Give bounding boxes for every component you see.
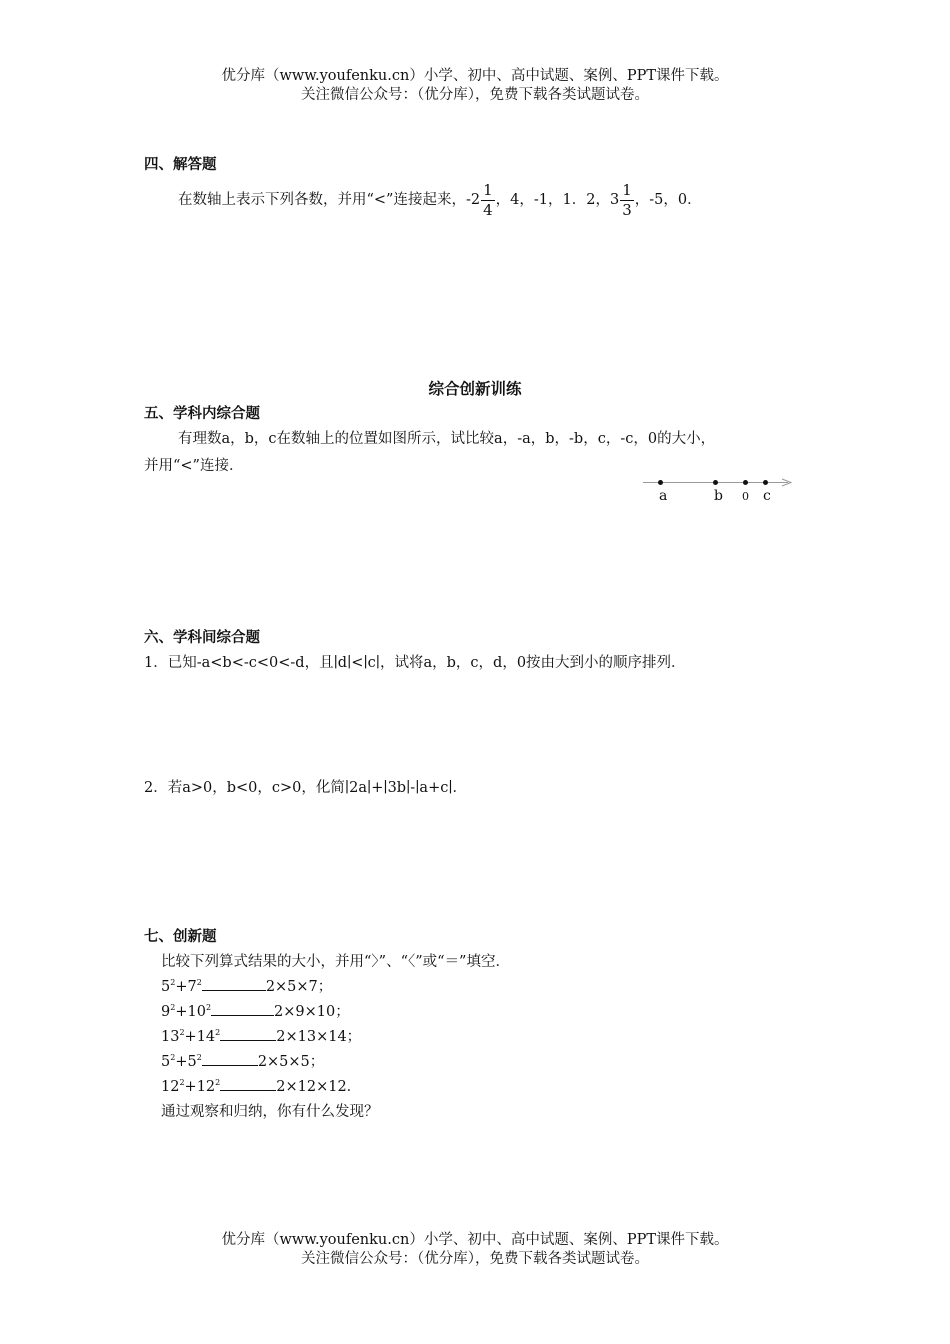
section6-question-1: 1．已知-a<b<-c<0<-d，且∣d∣<∣c∣，试将a，b，c，d，0按由大到小的顺序排列． [144,655,686,671]
rhs-product: 2×5×7； [265,979,333,995]
rhs-product: 2×13×14； [276,1029,362,1045]
term-b: 12 [196,1079,216,1095]
section7-question: 通过观察和归纳，你有什么发现？ [161,1104,379,1120]
term-b: 7 [187,979,197,995]
footer-line-1: 优分库（www.youfenku.cn）小学、初中、高中试题、案例、PPT课件下载。 [221,1232,729,1248]
answer-blank[interactable] [211,1003,274,1016]
point-b-dot [713,480,718,485]
exponent: 2 [170,1053,176,1062]
plus-sign: + [184,1079,197,1095]
part-title: 综合创新训练 [428,380,522,398]
section5-title: 五、学科内综合题 [144,406,260,422]
label-c: c [763,488,771,504]
label-zero: 0 [742,490,749,503]
answer-blank[interactable] [220,1078,276,1091]
rhs-product: 2×12×12． [276,1079,362,1095]
expression-row [161,975,332,996]
section4-mid: ，4，-1，1．2， [495,192,610,208]
fraction-one-quarter [481,181,495,220]
n1-numerator: 1 [483,180,493,199]
exponent: 2 [205,1003,212,1012]
label-b: b [714,488,723,504]
plus-sign: + [175,979,188,995]
answer-blank[interactable] [202,1053,258,1066]
exponent: 2 [215,1078,221,1087]
number-line-axis [643,476,798,488]
section5-line-1: 有理数a，b，c在数轴上的位置如图所示，试比较a，-a，b，-b，c，-c，0的大小， [178,431,716,447]
answer-blank[interactable] [220,1028,276,1041]
rhs-product: 2×5×5； [257,1054,325,1070]
exponent: 2 [196,978,202,987]
term-b: 5 [187,1054,197,1070]
exponent: 2 [170,1003,176,1012]
n2-numerator: 1 [622,180,632,199]
section4-title: 四、解答题 [144,157,217,173]
term-b: 14 [196,1029,216,1045]
expression-row [161,1075,361,1096]
n2-denominator: 3 [622,200,632,219]
fraction-one-third [620,181,634,220]
term-a: 12 [161,1079,180,1095]
label-a: a [659,488,668,504]
section4-q-suffix: ，-5，0． [634,192,702,208]
header-line-2: 关注微信公众号：（优分库），免费下载各类试题试卷。 [301,87,649,103]
exponent: 2 [179,1028,185,1037]
answer-blank[interactable] [202,978,266,991]
header-line-1: 优分库（www.youfenku.cn）小学、初中、高中试题、案例、PPT课件下载。 [221,68,729,84]
expression-row [161,1050,324,1071]
plus-sign: + [184,1029,197,1045]
section5-line-2: 并用“<”连接． [144,458,244,474]
exponent: 2 [215,1028,221,1037]
section7-intro: 比较下列算式结果的大小，并用“〉”、“〈”或“＝”填空． [161,954,510,970]
expression-row [161,1025,361,1046]
plus-sign: + [175,1004,188,1020]
rhs-product: 2×9×10； [274,1004,350,1020]
expression-row [161,1000,350,1021]
number-line-figure [643,476,798,506]
section6-title: 六、学科间综合题 [144,630,260,646]
footer-line-2: 关注微信公众号：（优分库），免费下载各类试题试卷。 [301,1251,649,1267]
term-b: 10 [187,1004,206,1020]
term-a: 5 [161,1054,171,1070]
term-a: 5 [161,979,171,995]
term-a: 13 [161,1029,180,1045]
plus-sign: + [175,1054,188,1070]
n2-whole: 3 [609,192,620,208]
section6-question-2: 2．若a>0，b<0，c>0，化简∣2a∣+∣3b∣-∣a+c∣． [144,780,468,796]
exponent: 2 [170,978,176,987]
term-a: 9 [161,1004,171,1020]
section4-question [178,178,702,222]
section7-title: 七、创新题 [144,929,217,945]
n1-denominator: 4 [483,200,493,219]
n1-whole: -2 [465,192,481,208]
exponent: 2 [196,1053,202,1062]
point-a-dot [658,480,663,485]
exponent: 2 [179,1078,185,1087]
point-zero-dot [743,480,748,485]
section4-q-prefix: 在数轴上表示下列各数，并用“<”连接起来， [178,192,466,208]
point-c-dot [763,480,768,485]
